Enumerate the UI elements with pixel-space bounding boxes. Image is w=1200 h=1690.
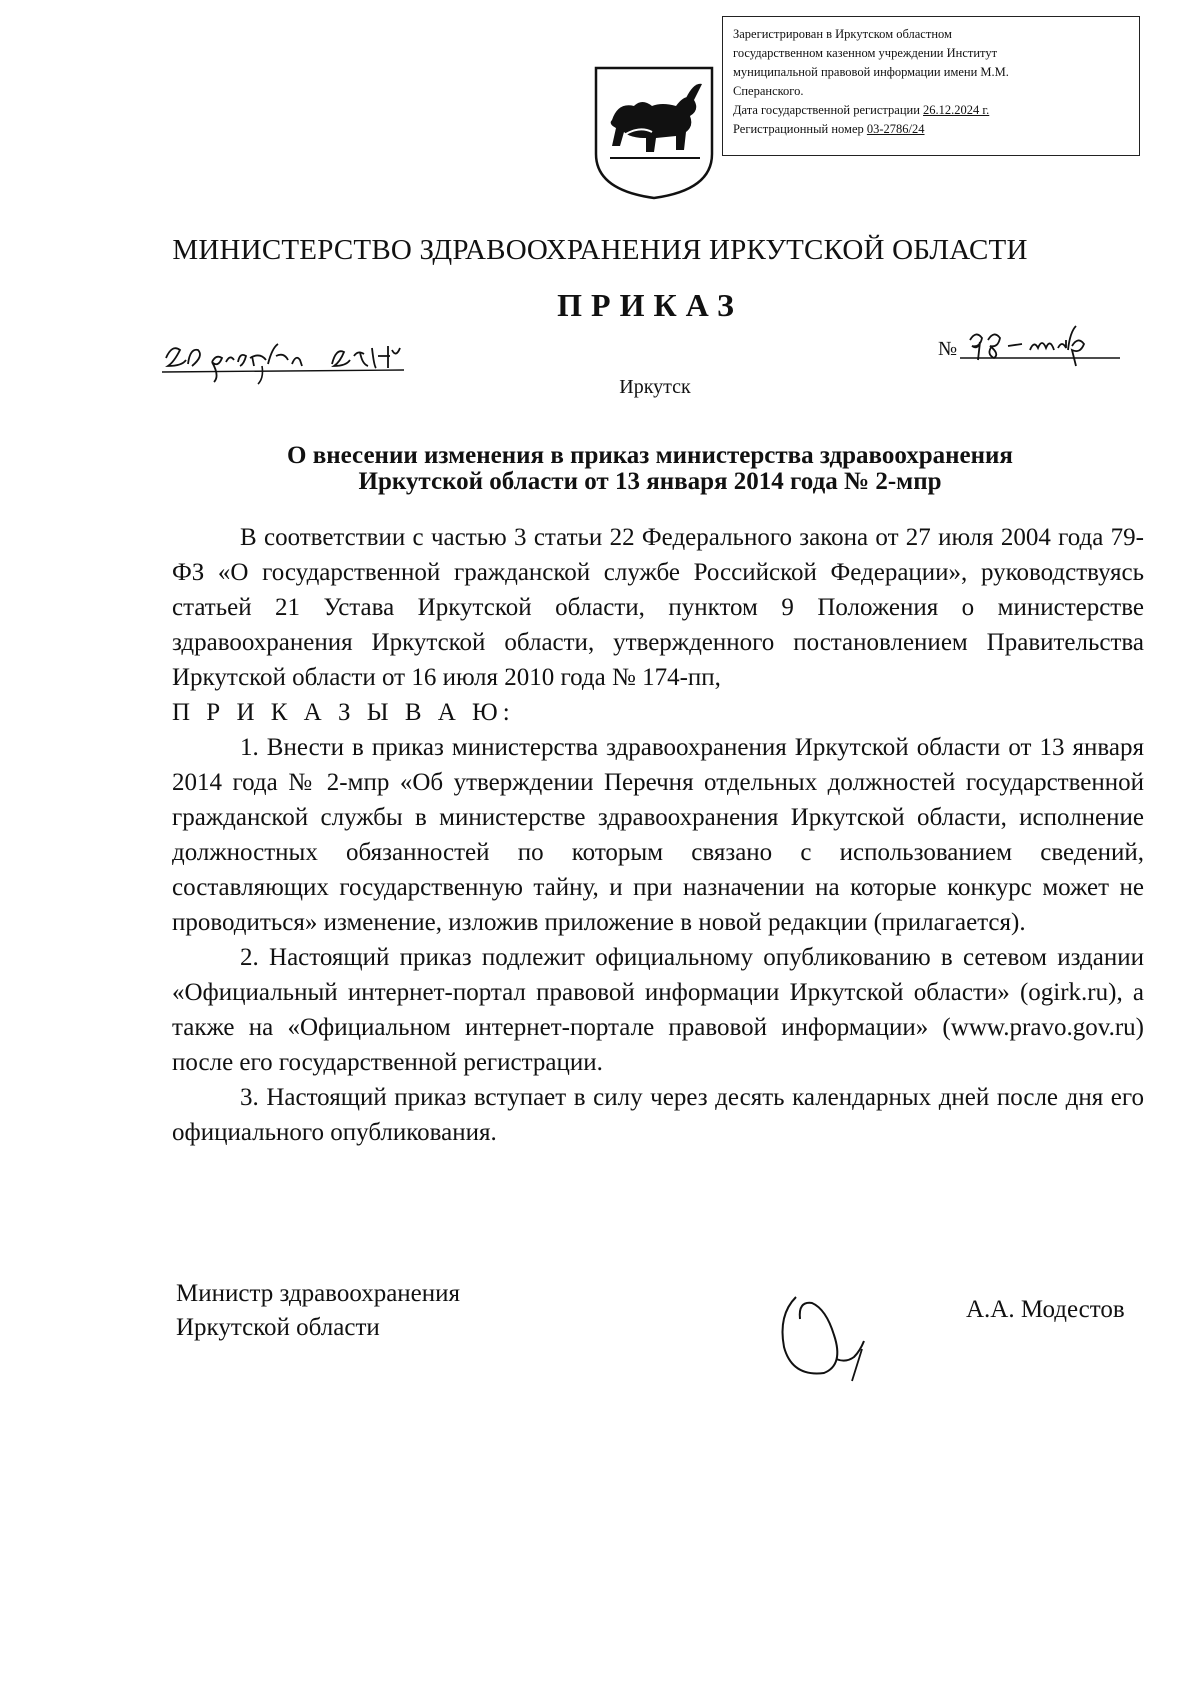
- handwritten-signature: [774, 1285, 884, 1385]
- document-title: [200, 443, 1100, 495]
- signatory-position-line: Министр здравоохранения: [176, 1280, 461, 1307]
- preamble-paragraph: В соответствии с частью 3 статьи 22 Федерального закона от 27 июля 2004 года 79-ФЗ «О государственной гражданской службе Российской Федерации», руководствуясь статьей 21 Устава Иркутской области, пунктом 9 Положения о министерстве здравоохранения Иркутской области, утвержденного постановлением Правительства Иркутской области от 16 июля 2010 года № 174-пп,: [172, 524, 1144, 691]
- document-type: ПРИКАЗ: [557, 287, 743, 323]
- ministry-name: МИНИСТЕРСТВО ЗДРАВООХРАНЕНИЯ ИРКУТСКОЙ ОБЛАСТИ: [172, 234, 1028, 266]
- document-body: [172, 520, 1144, 1150]
- registration-line: Сперанского.: [733, 84, 804, 98]
- registration-line: Зарегистрирован в Иркутском областном: [733, 27, 952, 41]
- registration-date-label: Дата государственной регистрации: [733, 103, 920, 117]
- registration-date-value: 26.12.2024 г.: [923, 103, 990, 117]
- signatory-position: [176, 1277, 460, 1345]
- coat-of-arms-icon: [590, 62, 718, 202]
- registration-stamp: [722, 16, 1140, 156]
- registration-line: государственном казенном учреждении Институт: [733, 46, 998, 60]
- city: Иркутск: [619, 376, 691, 398]
- number-sign: №: [938, 338, 958, 360]
- order-item-2: 2. Настоящий приказ подлежит официальному опубликованию в сетевом издании «Официальный интернет-портал правовой информации Иркутской области» (ogirk.ru), а также на «Официальном интернет-портале правовой информации» (www.pravo.gov.ru) после его государственной регистрации.: [172, 944, 1144, 1076]
- ruling-heading: П Р И К А З Ы В А Ю:: [172, 699, 515, 726]
- signatory-position-line: Иркутской области: [176, 1314, 380, 1341]
- registration-date-line: [733, 101, 1129, 120]
- document-title-line: О внесении изменения в приказ министерства здравоохранения: [287, 442, 1013, 469]
- registration-number-value: 03-2786/24: [866, 122, 925, 136]
- order-item-3: 3. Настоящий приказ вступает в силу через десять календарных дней после дня его официального опубликования.: [172, 1084, 1144, 1146]
- registration-line: муниципальной правовой информации имени М.М.: [733, 65, 1009, 79]
- document-title-line: Иркутской области от 13 января 2014 года № 2-мпр: [358, 468, 942, 495]
- handwritten-number: [960, 320, 1125, 370]
- signatory-name: А.А. Модестов: [966, 1296, 1125, 1323]
- registration-number-line: [733, 120, 1129, 139]
- order-item-1: 1. Внести в приказ министерства здравоохранения Иркутской области от 13 января 2014 года № 2-мпр «Об утверждении Перечня отдельных должностей государственной гражданской службы в министерстве здравоохранения Иркутской области, исполнение должностных обязанностей по которым связано с использованием сведений, составляющих государственную тайну, и при назначении на которые конкурс может не проводиться» изменение, изложив приложение в новой редакции (прилагается).: [172, 734, 1144, 936]
- registration-number-label: Регистрационный номер: [733, 122, 864, 136]
